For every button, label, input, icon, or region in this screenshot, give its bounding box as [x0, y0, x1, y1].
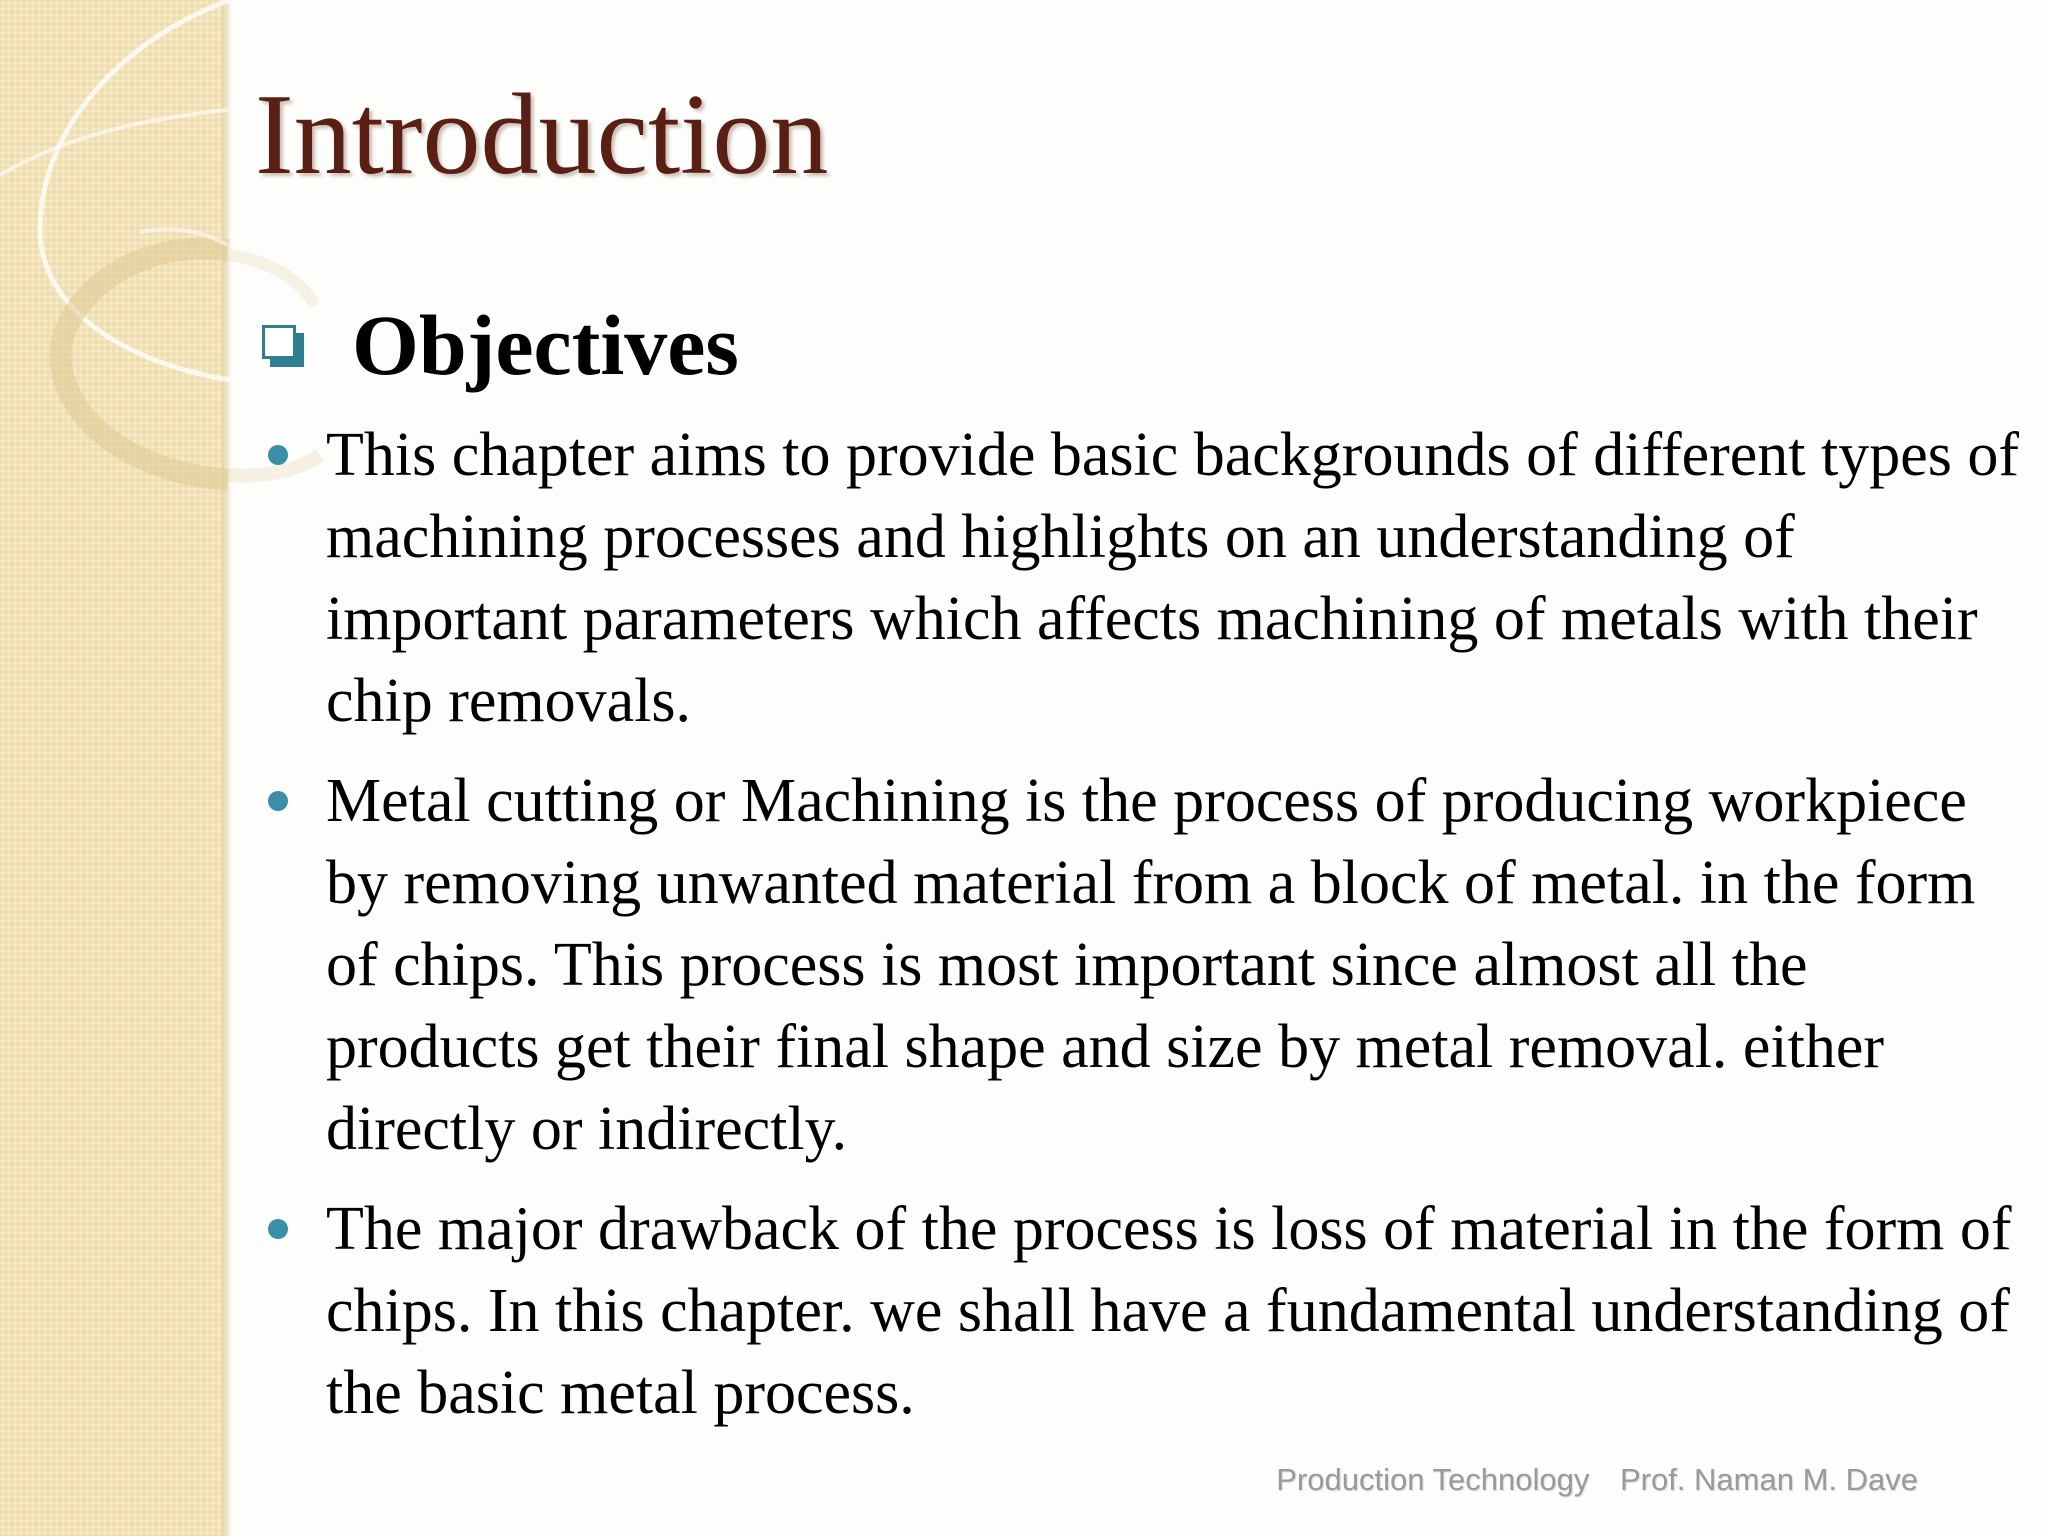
- objectives-heading: Objectives: [352, 297, 739, 393]
- bullet-text: This chapter aims to provide basic backgrounds of different types of machining processes and highlights on an understanding of important parameters which affects machining of metals with their chip removals.: [326, 421, 2020, 735]
- bullet-text: Metal cutting or Machining is the process of producing workpiece by removing unwanted material from a block of metal. in the form of chips. This process is most important since almost all the products get their final shape and size by metal removal. either directly or indirectly.: [326, 767, 1976, 1163]
- bullet-text: The major drawback of the process is loss of material in the form of chips. In this chapter. we shall have a fundamental understanding of the basic metal process.: [326, 1195, 2012, 1427]
- slide-title: Introduction: [255, 71, 829, 199]
- bullet-dot-icon: [268, 445, 288, 465]
- bullet-list: [262, 414, 2022, 1452]
- bullet-item: [262, 760, 2022, 1170]
- footer-author: Prof. Naman M. Dave: [1619, 1462, 1918, 1497]
- bullet-item: [262, 414, 2022, 742]
- bullet-dot-icon: [268, 1219, 288, 1239]
- checkbox-square-icon: [262, 325, 302, 365]
- footer-course: Production Technology: [1276, 1462, 1590, 1497]
- objectives-heading-row: [262, 290, 739, 400]
- bullet-item: [262, 1188, 2022, 1434]
- slide-footer: [1276, 1462, 1918, 1498]
- bullet-dot-icon: [268, 791, 288, 811]
